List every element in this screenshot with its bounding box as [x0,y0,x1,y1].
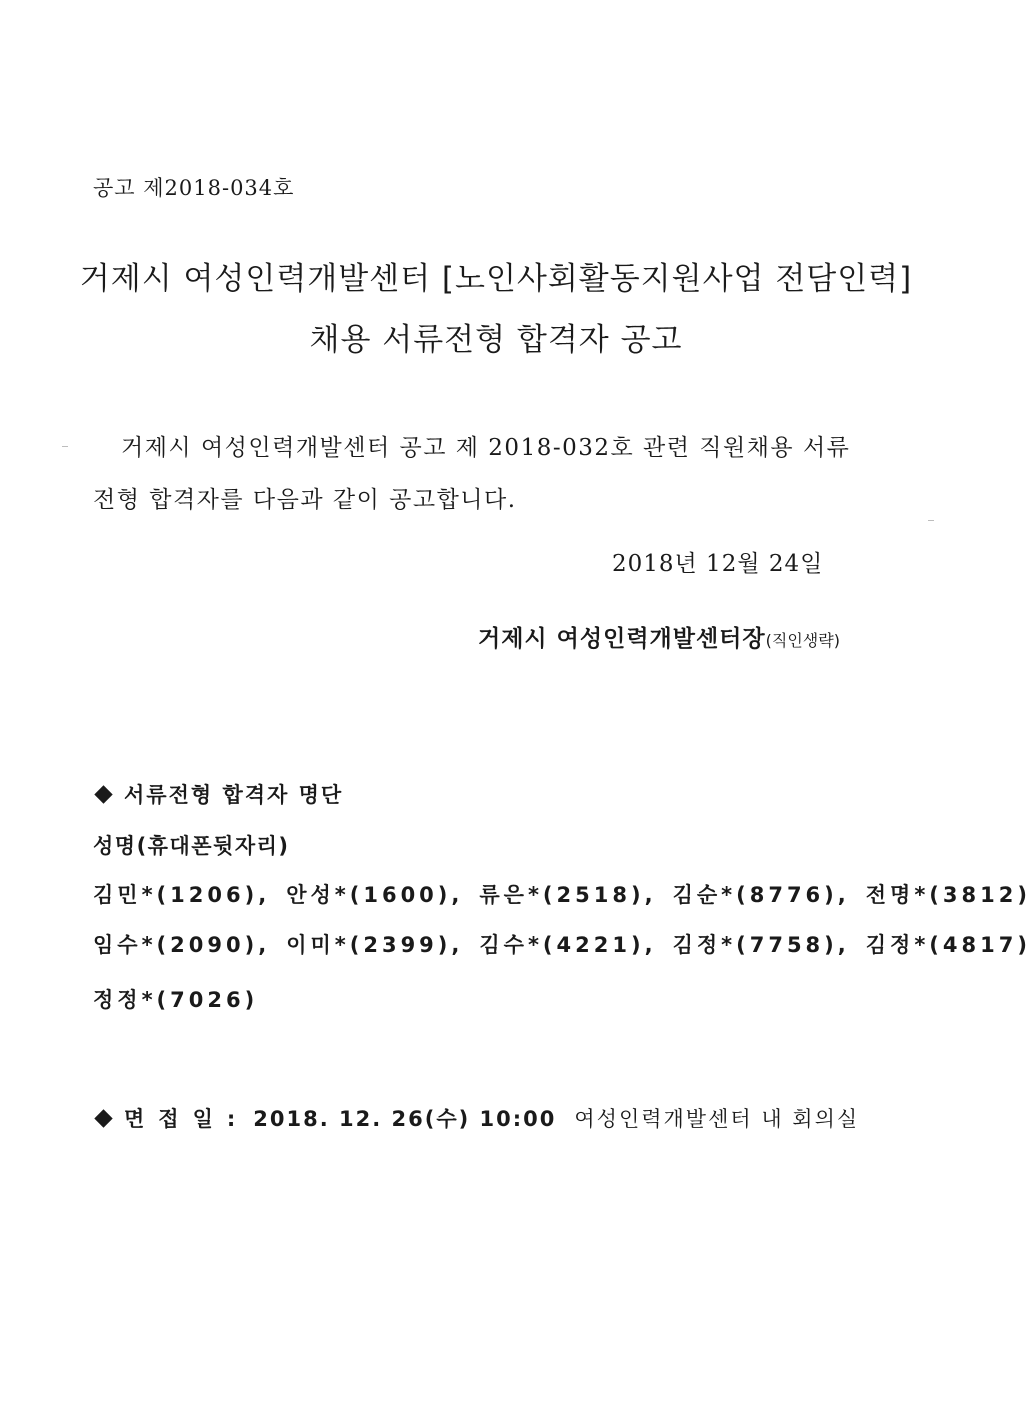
diamond-bullet-icon [94,1109,112,1127]
interview-info [93,1103,859,1133]
notice-number: 공고 제2018-034호 [93,176,295,200]
passer-list-line-2 [93,929,1031,959]
notice-date: 2018년 12월 24일 [612,551,824,577]
diamond-bullet-icon [94,785,112,803]
scan-mark [928,520,934,521]
passer-entry: 안성*(1600), [286,883,464,907]
passer-entry: 전명*(3812) [865,883,1031,907]
passer-list-heading-text: 서류전형 합격자 명단 [124,783,344,807]
passer-list-line-3 [93,984,258,1014]
title-line-1: 거제시 여성인력개발센터 [노인사회활동지원사업 전담인력] [79,261,913,297]
passer-entry: 정정*(7026) [93,988,259,1012]
body-paragraph-line-2: 전형 합격자를 다음과 같이 공고합니다. [93,487,517,513]
passer-entry: 김민*(1206), [93,883,271,907]
signer [478,620,840,653]
passer-entry: 김순*(8776), [672,883,850,907]
interview-place: 여성인력개발센터 내 회의실 [574,1107,860,1131]
passer-entry: 김정*(7758), [672,933,850,957]
passer-entry: 류은*(2518), [479,883,657,907]
passer-entry: 김수*(4221), [479,933,657,957]
passer-list-heading [93,779,343,809]
passer-entry: 임수*(2090), [93,933,271,957]
passer-entry: 이미*(2399), [286,933,464,957]
signer-name: 거제시 여성인력개발센터장 [478,626,766,652]
body-text-1: 거제시 여성인력개발센터 공고 제 2018-032호 관련 직원채용 서류 [121,435,851,461]
scan-mark [62,446,68,447]
passer-list-line-1 [93,879,1031,909]
seal-note: (직인생략) [765,631,840,650]
interview-datetime: 2018. 12. 26(수) 10:00 [253,1107,557,1131]
passer-entry: 김정*(4817) [865,933,1031,957]
passer-column-header: 성명(휴대폰뒷자리) [93,834,290,858]
body-paragraph-line-1 [93,422,893,474]
interview-label: 면접일: [124,1107,250,1131]
title-line-2: 채용 서류전형 합격자 공고 [309,322,683,358]
